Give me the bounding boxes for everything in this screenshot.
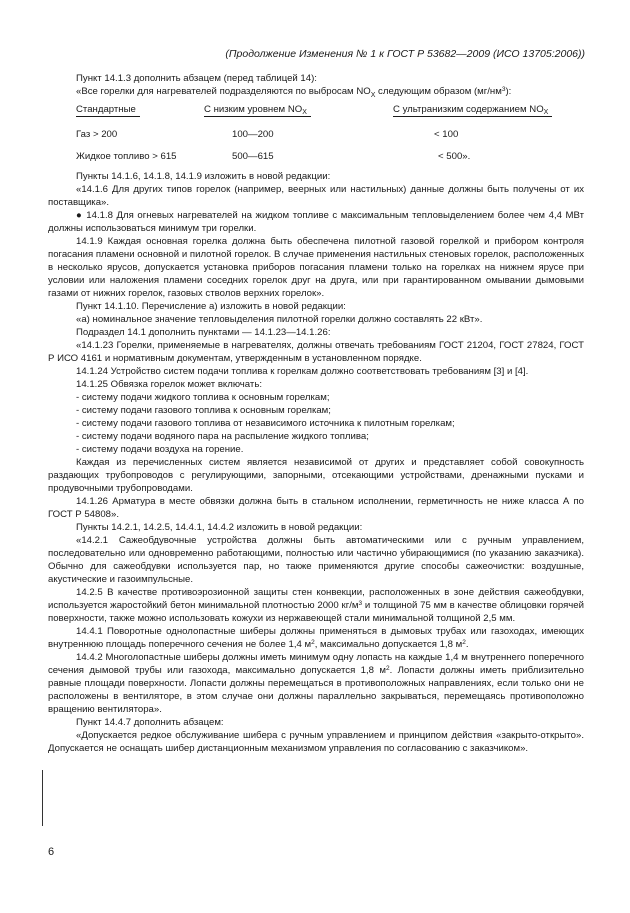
paragraph: 14.1.24 Устройство систем подачи топлива к горелкам должно соответствовать требованиям [3] и [4]. bbox=[76, 366, 529, 377]
change-marker-bar bbox=[42, 770, 43, 826]
superscript: 2 bbox=[311, 639, 315, 646]
document-body bbox=[48, 72, 584, 755]
subscript: X bbox=[543, 109, 549, 116]
superscript: 3 bbox=[501, 86, 506, 93]
paragraph bbox=[48, 651, 584, 716]
paragraph: «Допускается редкое обслуживание шибера с ручным управлением и принципом действия «закрыто-открыто». Допускается не оснащать шибер дистанционным механизмом управления по согласованию с заказчиком». bbox=[48, 730, 584, 754]
table-cell: Газ > 200 bbox=[76, 129, 118, 140]
superscript: 2 bbox=[385, 665, 390, 672]
text: 14.4.1 Поворотные однолопастные шиберы должны применяться в дымовых трубах или газоходах, имеющих внутреннюю площадь поперечного сечения не более 1,4 м bbox=[48, 626, 584, 650]
paragraph: 14.1.26 Арматура в месте обвязки должна быть в стальном исполнении, герметичность не ниже класса А по ГОСТ Р 54808». bbox=[48, 496, 584, 520]
paragraph: Пункт 14.4.7 дополнить абзацем: bbox=[76, 717, 224, 728]
emissions-table bbox=[48, 98, 584, 170]
list-item: - систему подачи газового топлива от независимого источника к пилотным горелкам; bbox=[76, 418, 455, 429]
text: следующим образом (мг/нм bbox=[375, 86, 502, 97]
text: «Все горелки для нагревателей подразделяются по выбросам NO bbox=[76, 86, 371, 97]
table-header-standard: Стандартные bbox=[76, 103, 140, 117]
paragraph bbox=[48, 586, 584, 625]
table-header-ultralow-nox bbox=[393, 103, 552, 117]
paragraph: 14.1.9 Каждая основная горелка должна быть обеспечена пилотной газовой горелкой и прибором контроля погасания пламени основной и пилотной горелок. В случае применения настильных стеновых горелок, расположенных в несколько ярусов, допускается установка приборов погасания пламени только на горелках на нижнем ярусе при условии или наложения пламени соседних горелок друг на друга, или при гарантированном омывании дымовыми газами от нижних горелок, газовых стволов верхних горелок». bbox=[48, 236, 584, 299]
paragraph: Пункт 14.1.10. Перечисление а) изложить в новой редакции: bbox=[76, 301, 346, 312]
list-item: - систему подачи жидкого топлива к основным горелкам; bbox=[76, 392, 330, 403]
list-item: - систему подачи воздуха на горение. bbox=[76, 444, 244, 455]
table-cell: < 500». bbox=[438, 151, 471, 162]
paragraph: 14.1.25 Обвязка горелок может включать: bbox=[76, 379, 262, 390]
paragraph: ● 14.1.8 Для огневых нагревателей на жидком топливе с максимальным тепловыделением более чем 4,4 МВт должны использоваться минимум три горелки. bbox=[48, 210, 584, 234]
paragraph bbox=[48, 85, 584, 98]
table-cell: < 100 bbox=[434, 129, 459, 140]
paragraph: «14.1.23 Горелки, применяемые в нагревателях, должны отвечать требованиям ГОСТ 21204, ГОСТ 27824, ГОСТ Р ИСО 4161 и нормативным документам, утвержденным в установленном порядке. bbox=[48, 340, 584, 364]
paragraph: Каждая из перечисленных систем является независимой от других и представляет собой совокупность раздающих трубопроводов с регулирующими, запорными, отсекающими устройствами, дренажными пусками и продувочными трубопроводами. bbox=[48, 457, 584, 494]
paragraph: Пункты 14.1.6, 14.1.8, 14.1.9 изложить в новой редакции: bbox=[76, 171, 331, 182]
paragraph: «14.1.6 Для других типов горелок (например, веерных или настильных) данные должны быть получены от их поставщика». bbox=[48, 184, 584, 208]
subscript: X bbox=[302, 109, 307, 116]
text: и толщиной 75 мм в качестве облицовки горячей поверхности, также можно использовать кожухи из нержавеющей стали минимальной толщиной 2,5 мм. bbox=[48, 600, 584, 624]
paragraph: «а) номинальное значение тепловыделения пилотной горелки должно составлять 22 кВт». bbox=[76, 314, 483, 325]
paragraph bbox=[48, 625, 584, 651]
superscript: 3 bbox=[358, 600, 363, 607]
page-header: (Продолжение Изменения № 1 к ГОСТ Р 53682—2009 (ИСО 13705:2006)) bbox=[225, 48, 585, 60]
table-cell: 500—615 bbox=[232, 151, 274, 162]
list-item: - систему подачи водяного пара на распыление жидкого топлива; bbox=[76, 431, 369, 442]
text: С ультранизким содержанием NO bbox=[393, 104, 544, 115]
table-cell: 100—200 bbox=[232, 129, 274, 140]
page-number: 6 bbox=[48, 846, 55, 858]
superscript: 2 bbox=[462, 639, 466, 646]
paragraph: Подраздел 14.1 дополнить пунктами — 14.1.23—14.1.26: bbox=[76, 327, 331, 338]
text: . bbox=[465, 639, 469, 650]
table-header-low-nox bbox=[204, 103, 311, 117]
text: ): bbox=[505, 86, 512, 97]
paragraph: «14.2.1 Сажеобдувочные устройства должны быть автоматическими или с ручным управлением, последовательно или одновременно работающими, полностью или частично убирающимися (по указанию заказчика). Обычно для сажеобдувки используется пар, но также применяются другие способы сажеочистки: воздушные, акустические и газоимпульсные. bbox=[48, 535, 584, 585]
list-item: - систему подачи газового топлива к основным горелкам; bbox=[76, 405, 331, 416]
text: , максимально допускается 1,8 м bbox=[314, 639, 463, 650]
text: 14.4.2 Многолопастные шиберы должны иметь минимум одну лопасть на каждые 1,4 м внутреннего поперечного сечения дымовой трубы или газохода, максимально допускается 1,8 м bbox=[48, 652, 584, 676]
text: С низким уровнем NO bbox=[204, 104, 303, 115]
text: . Лопасти должны иметь приблизительно равные площади поверхности. Лопасти должны перемещаться в противоположных направлениях, если только они не расположены в вентиляторе, в этом случае они должны параллельно закрываться, перемещаясь противоположно вращению вентилятора». bbox=[48, 665, 584, 715]
subscript: X bbox=[370, 91, 376, 99]
table-cell: Жидкое топливо > 615 bbox=[76, 151, 177, 162]
text: 14.2.5 В качестве противоэрозионной защиты стен конвекции, расположенных в зоне действия сажеобдувки, используется жаростойкий бетон минимальной плотностью 2000 кг/м bbox=[48, 587, 584, 611]
paragraph: Пункты 14.2.1, 14.2.5, 14.4.1, 14.4.2 изложить в новой редакции: bbox=[76, 522, 363, 533]
paragraph: Пункт 14.1.3 дополнить абзацем (перед таблицей 14): bbox=[76, 73, 317, 84]
